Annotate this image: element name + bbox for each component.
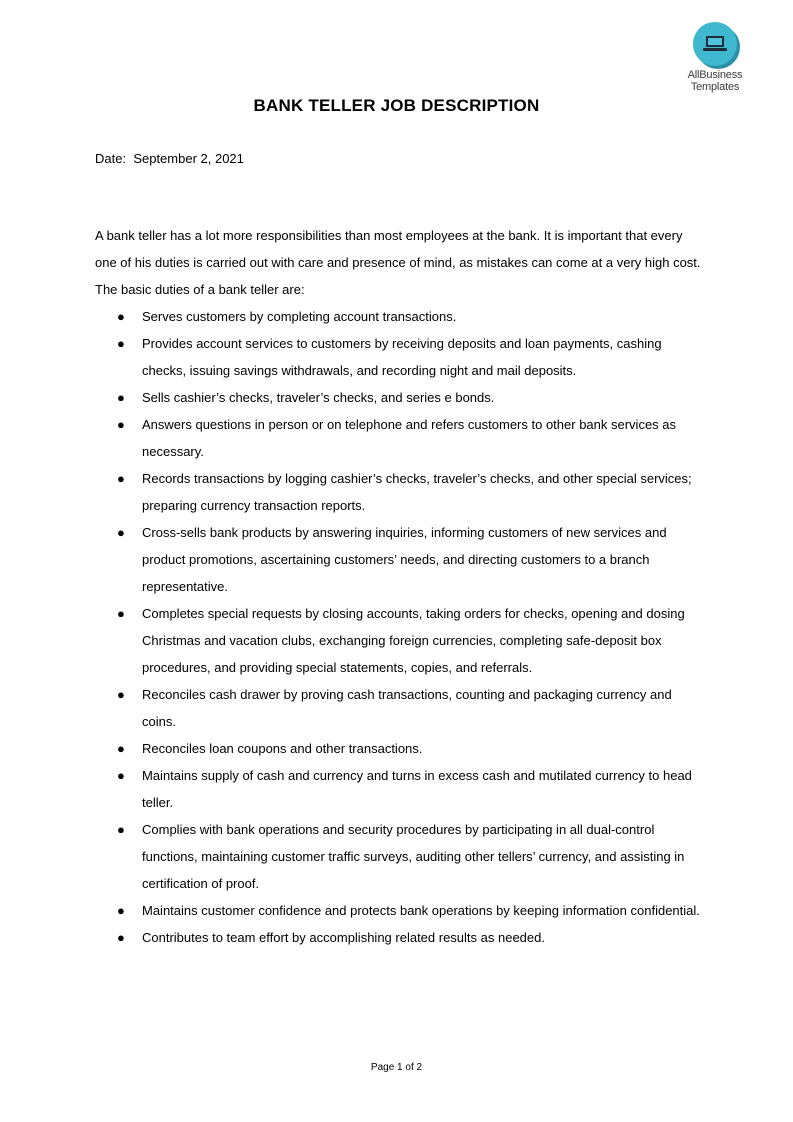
duty-text: Provides account services to customers by receiving deposits and loan payments, cashing checks, issuing savings withdrawals, and recording night and mail deposits. <box>142 336 662 378</box>
duty-text: Cross-sells bank products by answering inquiries, informing customers of new services and product promotions, ascertaining customers’ needs, and directing customers to a branch representative. <box>142 525 667 594</box>
bullet-icon: ● <box>117 336 125 351</box>
logo-line-1: AllBusiness <box>687 69 743 81</box>
document-title: BANK TELLER JOB DESCRIPTION <box>253 96 540 115</box>
duty-text: Complies with bank operations and security procedures by participating in all dual-control functions, maintaining customer traffic surveys, auditing other tellers’ currency, and assisting in certification of proof. <box>142 822 685 891</box>
logo-badge <box>693 22 737 66</box>
list-item <box>95 897 705 924</box>
duty-text: Answers questions in person or on telephone and refers customers to other bank services as necessary. <box>142 417 677 459</box>
list-item <box>95 330 705 384</box>
logo-line-2: Templates <box>690 81 740 93</box>
bullet-icon: ● <box>117 822 125 837</box>
bullet-icon: ● <box>117 741 125 756</box>
list-item <box>95 816 705 897</box>
bullet-icon: ● <box>117 390 125 405</box>
duty-text: Contributes to team effort by accomplishing related results as needed. <box>142 930 545 945</box>
list-item <box>95 303 705 330</box>
bullet-icon: ● <box>117 930 125 945</box>
bullet-icon: ● <box>117 768 125 783</box>
page-number: Page 1 of 2 <box>370 1062 423 1073</box>
date-line <box>95 151 244 166</box>
date-label: Date: <box>95 151 127 166</box>
bullet-icon: ● <box>117 606 125 621</box>
bullet-icon: ● <box>117 687 125 702</box>
duty-text: Reconciles loan coupons and other transactions. <box>142 741 423 756</box>
list-item <box>95 600 705 681</box>
duty-text: Records transactions by logging cashier’s checks, traveler’s checks, and other special services; preparing currency transaction reports. <box>142 471 692 513</box>
intro-paragraph: A bank teller has a lot more responsibilities than most employees at the bank. It is important that every one of his duties is carried out with care and presence of mind, as mistakes can come at a very high cost. The basic duties of a bank teller are: <box>95 228 701 297</box>
duty-text: Maintains supply of cash and currency and turns in excess cash and mutilated currency to head teller. <box>142 768 692 810</box>
duty-text: Serves customers by completing account transactions. <box>142 309 457 324</box>
list-item <box>95 384 705 411</box>
list-item <box>95 681 705 735</box>
list-item <box>95 762 705 816</box>
list-item <box>95 519 705 600</box>
duty-text: Maintains customer confidence and protects bank operations by keeping information confidential. <box>142 903 700 918</box>
logo-text <box>680 69 750 93</box>
bullet-icon: ● <box>117 903 125 918</box>
duty-text: Reconciles cash drawer by proving cash transactions, counting and packaging currency and coins. <box>142 687 672 729</box>
list-item <box>95 465 705 519</box>
bullet-icon: ● <box>117 525 125 540</box>
list-item <box>95 411 705 465</box>
duty-text: Completes special requests by closing accounts, taking orders for checks, opening and dosing Christmas and vacation clubs, exchanging foreign currencies, completing safe-deposit box procedures, and providing special statements, copies, and referrals. <box>142 606 685 675</box>
laptop-icon <box>703 35 727 52</box>
allbusiness-templates-logo <box>680 22 750 93</box>
list-item <box>95 735 705 762</box>
duties-list <box>95 303 705 951</box>
duty-text: Sells cashier’s checks, traveler’s checks, and series e bonds. <box>142 390 495 405</box>
date-value: September 2, 2021 <box>133 151 244 166</box>
bullet-icon: ● <box>117 471 125 486</box>
bullet-icon: ● <box>117 309 125 324</box>
list-item <box>95 924 705 951</box>
bullet-icon: ● <box>117 417 125 432</box>
